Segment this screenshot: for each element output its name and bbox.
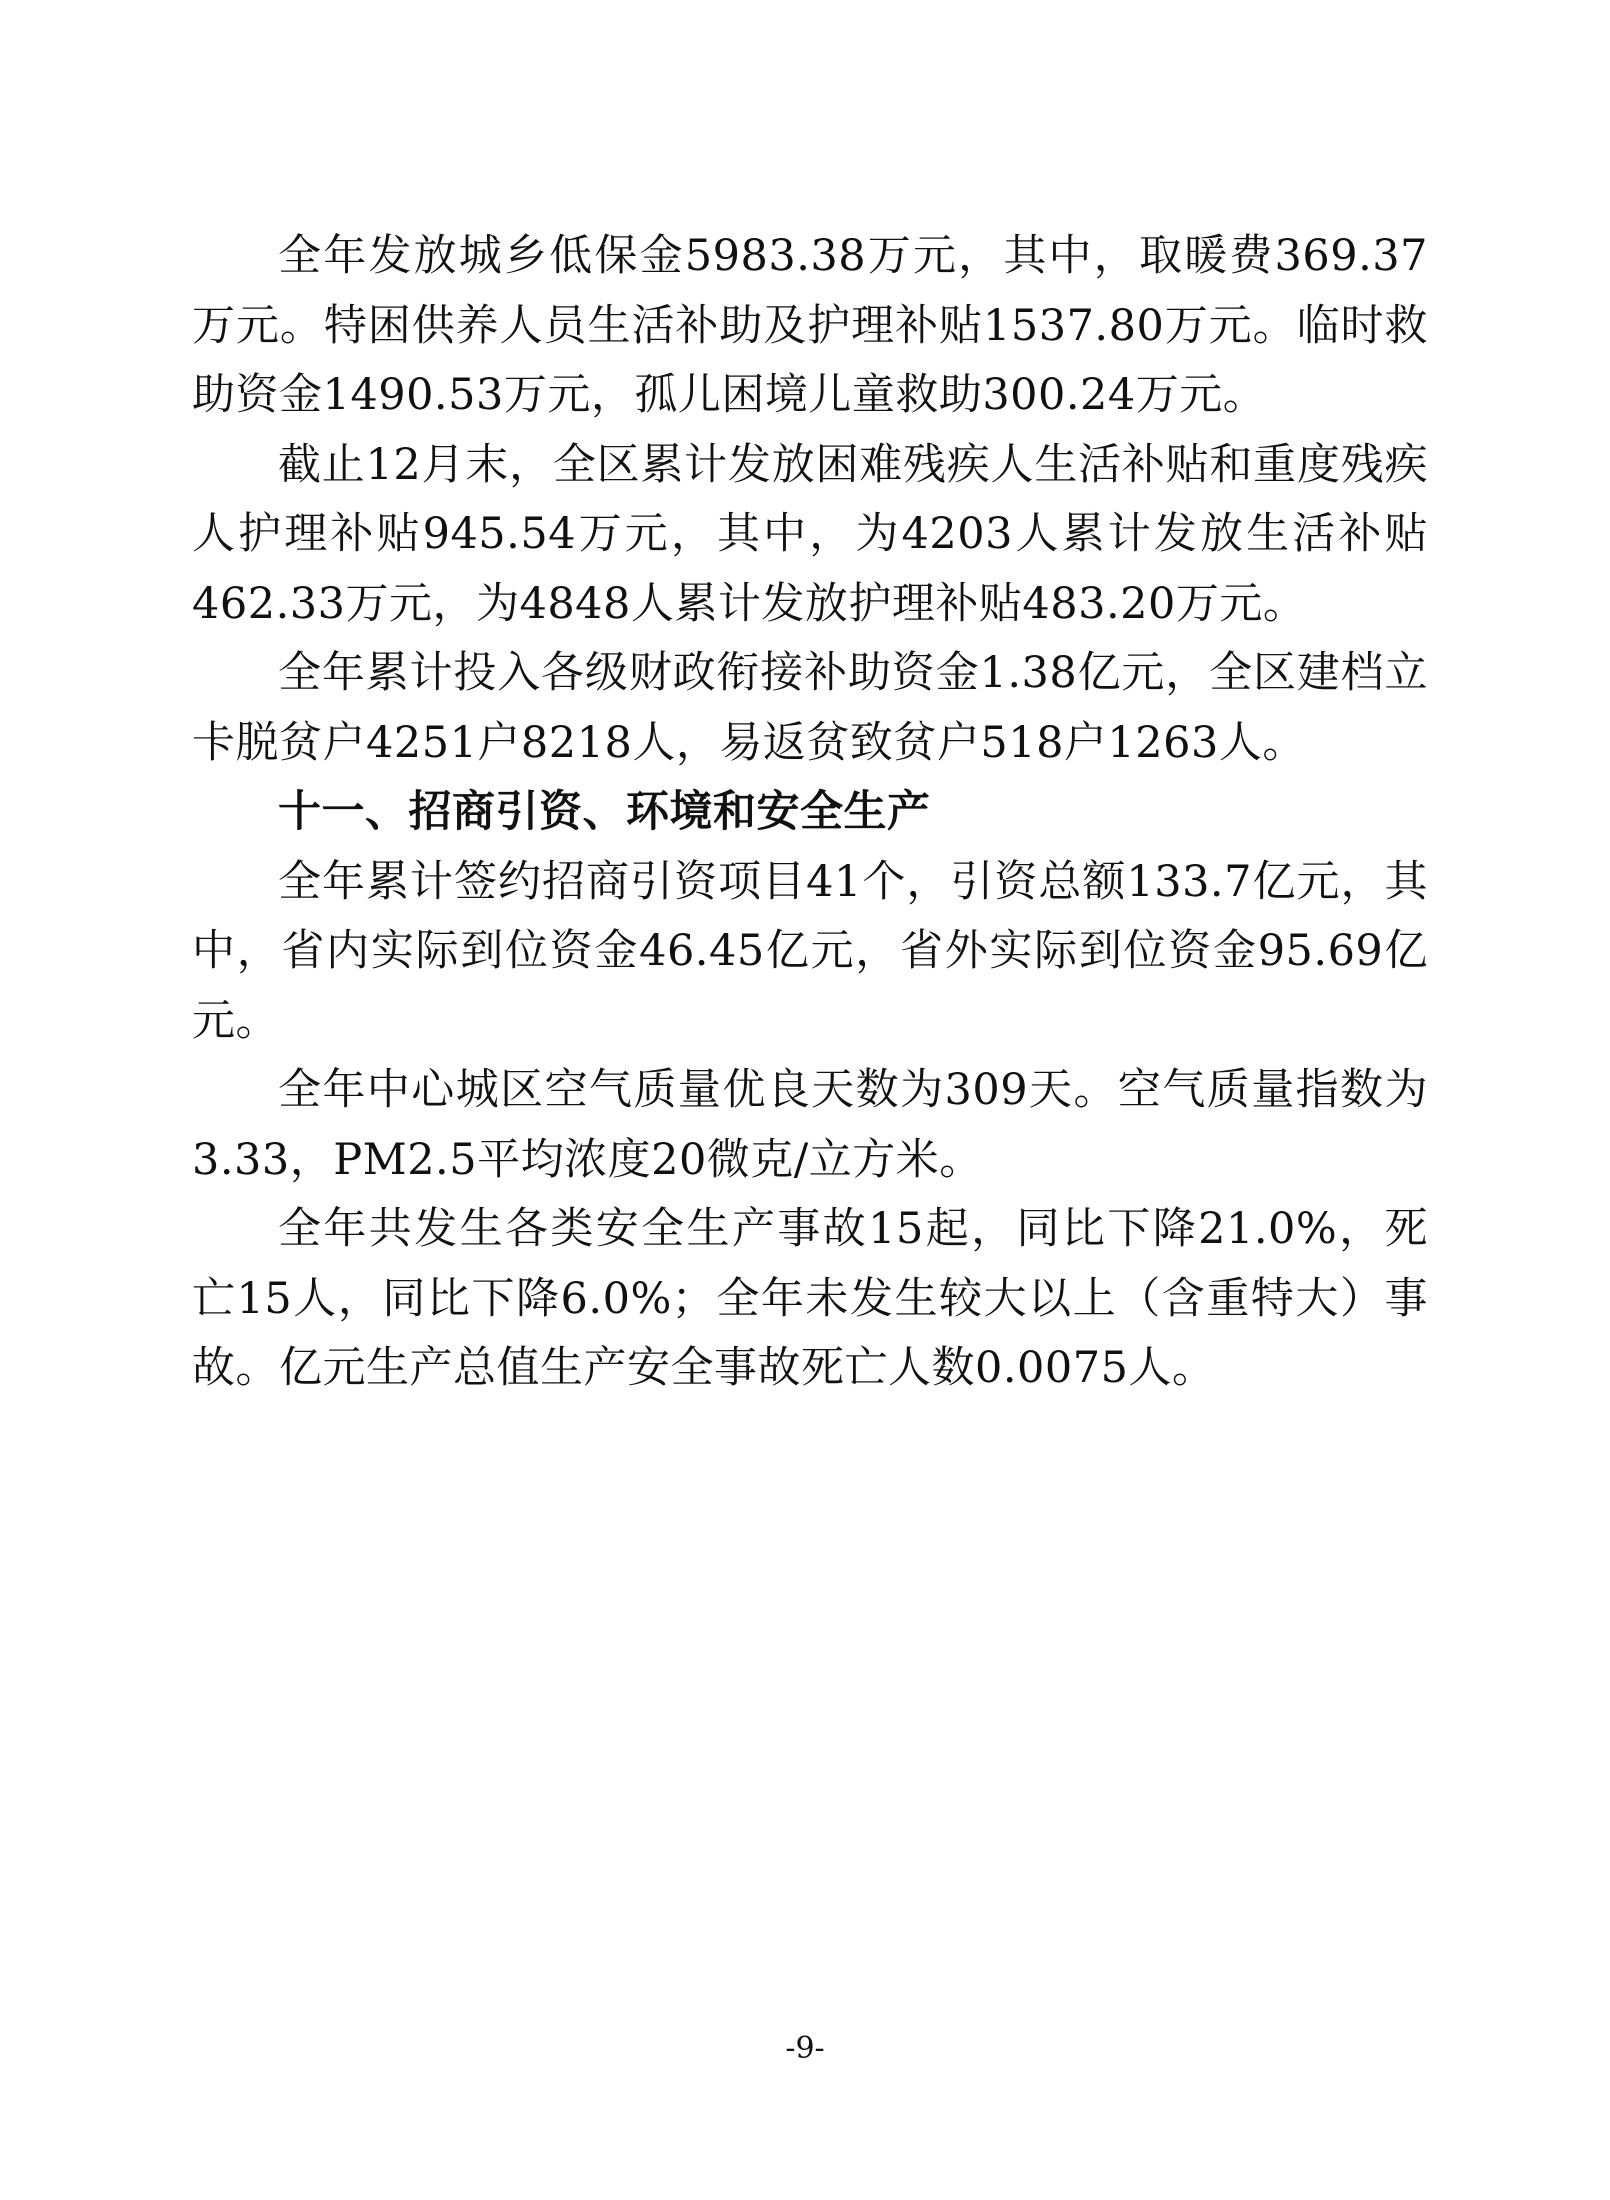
paragraph-investment: 全年累计签约招商引资项目41个，引资总额133.7亿元，其中，省内实际到位资金46.45亿元，省外实际到位资金95.69亿元。 <box>192 856 1428 1046</box>
paragraph-disability-subsidy: 截止12月末，全区累计发放困难残疾人生活补贴和重度残疾人护理补贴945.54万元，其中，为4203人累计发放生活补贴462.33万元，为4848人累计发放护理补贴483.20万元。 <box>192 439 1428 629</box>
paragraph-safety-production: 全年共发生各类安全生产事故15起，同比下降21.0%，死亡15人，同比下降6.0%；全年未发生较大以上（含重特大）事故。亿元生产总值生产安全事故死亡人数0.0075人。 <box>192 1204 1428 1393</box>
paragraph-poverty-funding: 全年累计投入各级财政衔接补助资金1.38亿元，全区建档立卡脱贫户4251户8218人，易返贫致贫户518户1263人。 <box>192 648 1428 768</box>
page-number: -9- <box>785 2031 825 2066</box>
section-heading: 十一、招商引资、环境和安全生产 <box>278 787 931 837</box>
paragraph-air-quality: 全年中心城区空气质量优良天数为309天。空气质量指数为3.33，PM2.5平均浓度20微克/立方米。 <box>192 1065 1428 1185</box>
paragraph-subsistence-allowance: 全年发放城乡低保金5983.38万元，其中，取暖费369.37万元。特困供养人员生活补助及护理补贴1537.80万元。临时救助资金1490.53万元，孤儿困境儿童救助300.24万元。 <box>192 231 1428 420</box>
document-body <box>192 222 1428 1404</box>
